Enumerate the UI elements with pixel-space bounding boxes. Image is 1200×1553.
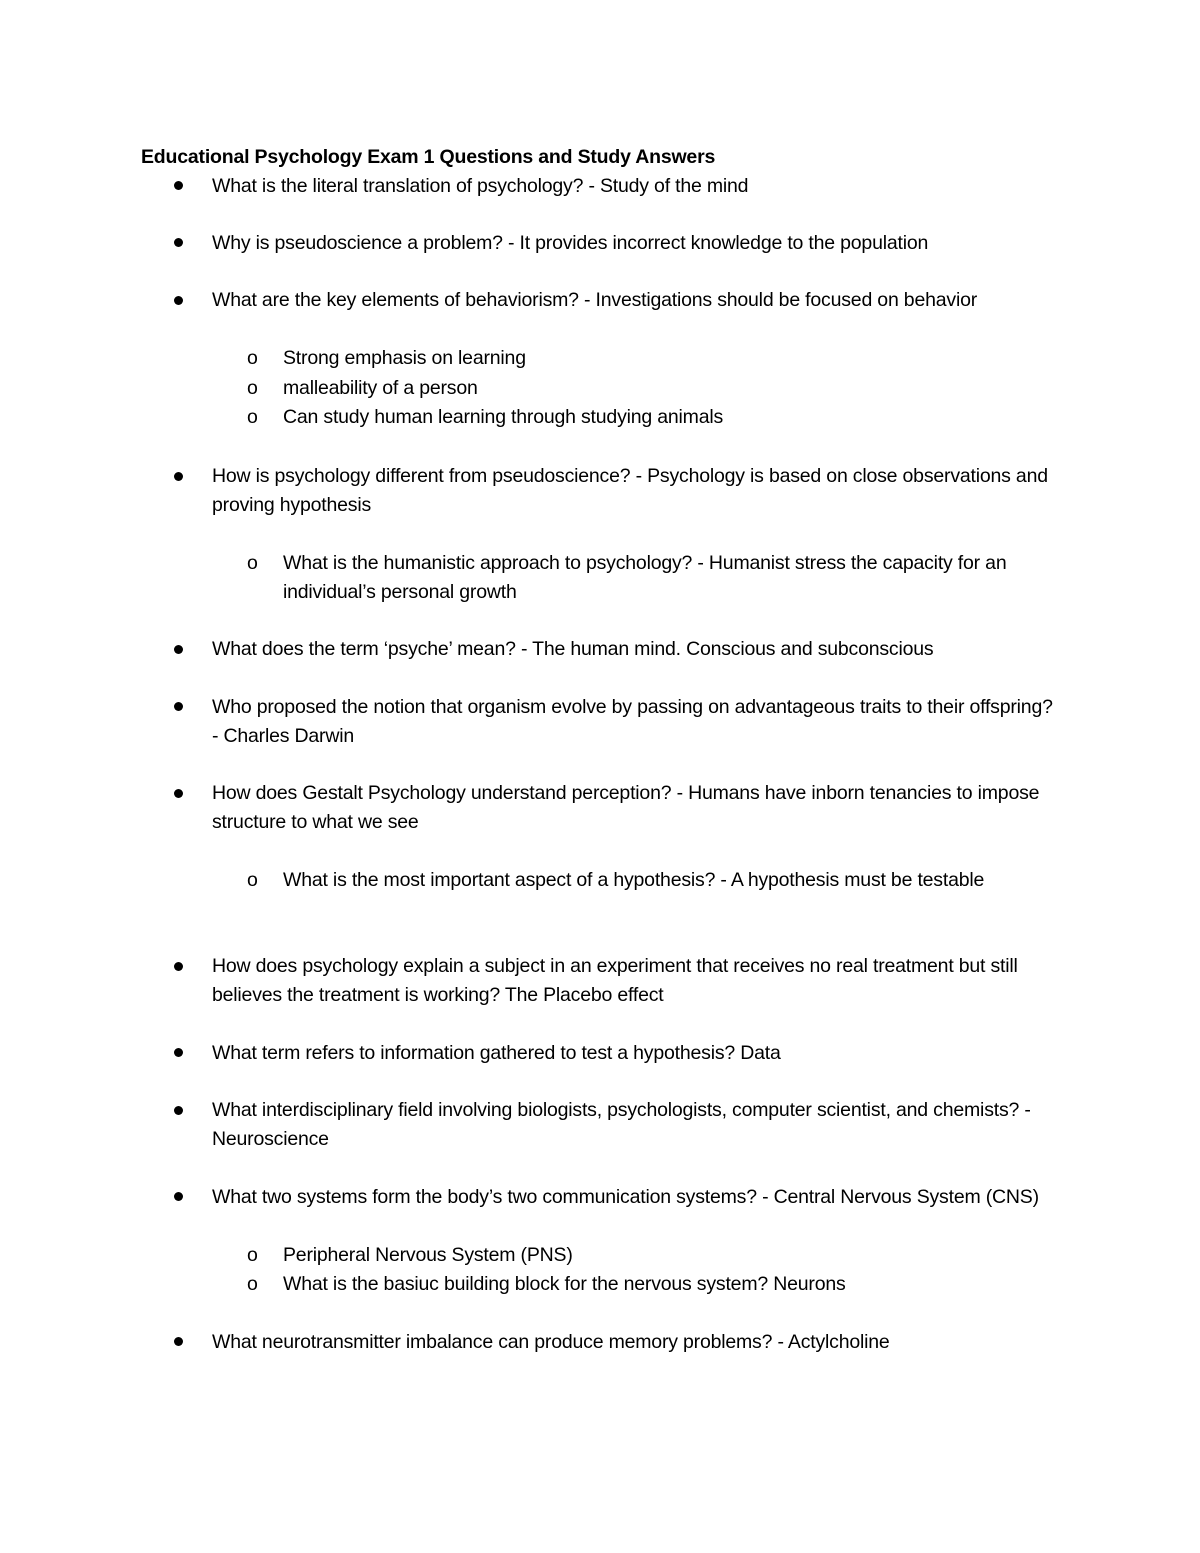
sub-list-item: What is the most important aspect of a hypothesis? - A hypothesis must be testable: [283, 869, 985, 891]
bullet-icon: [174, 962, 183, 971]
list-item: How does psychology explain a subject in an experiment that receives no real treatment but still believes the treatment is working? The Placebo effect: [212, 955, 1018, 1006]
bullet-icon: [174, 472, 183, 481]
bullet-icon: [174, 702, 183, 711]
bullet-icon: [174, 296, 183, 305]
list-item: What is the literal translation of psychology? - Study of the mind: [212, 175, 749, 197]
sub-bullet-icon: o: [247, 377, 258, 399]
sub-bullet-icon: o: [247, 552, 258, 574]
list-item: What interdisciplinary field involving biologists, psychologists, computer scientist, and chemists? - Neuroscience: [212, 1099, 1031, 1150]
bullet-icon: [174, 645, 183, 654]
sub-list-item: What is the humanistic approach to psychology? - Humanist stress the capacity for an individual’s personal growth: [283, 552, 1007, 603]
bullet-icon: [174, 1048, 183, 1057]
sub-list-item: Peripheral Nervous System (PNS): [283, 1244, 573, 1266]
sub-bullet-icon: o: [247, 347, 258, 369]
bullet-icon: [174, 1337, 183, 1346]
document-title: Educational Psychology Exam 1 Questions and Study Answers: [141, 146, 716, 168]
list-item: What term refers to information gathered to test a hypothesis? Data: [212, 1042, 781, 1064]
list-item: What are the key elements of behaviorism? - Investigations should be focused on behavior: [212, 289, 978, 311]
sub-list-item: malleability of a person: [283, 377, 478, 399]
bullet-icon: [174, 238, 183, 247]
bullet-icon: [174, 789, 183, 798]
list-item: Who proposed the notion that organism evolve by passing on advantageous traits to their offspring? - Charles Darwin: [212, 696, 1053, 747]
sub-list-item: Strong emphasis on learning: [283, 347, 526, 369]
sub-bullet-icon: o: [247, 406, 258, 428]
sub-list-item: What is the basiuc building block for the nervous system? Neurons: [283, 1273, 846, 1295]
bullet-icon: [174, 1192, 183, 1201]
sub-bullet-icon: o: [247, 869, 258, 891]
sub-bullet-icon: o: [247, 1273, 258, 1295]
bullet-icon: [174, 181, 183, 190]
sub-bullet-icon: o: [247, 1244, 258, 1266]
list-item: How is psychology different from pseudoscience? - Psychology is based on close observations and proving hypothesis: [212, 465, 1048, 516]
list-item: Why is pseudoscience a problem? - It provides incorrect knowledge to the population: [212, 232, 929, 254]
list-item: What does the term ‘psyche’ mean? - The human mind. Conscious and subconscious: [212, 638, 934, 660]
bullet-icon: [174, 1106, 183, 1115]
list-item: How does Gestalt Psychology understand perception? - Humans have inborn tenancies to impose structure to what we see: [212, 782, 1040, 833]
list-item: What neurotransmitter imbalance can produce memory problems? - Actylcholine: [212, 1331, 890, 1353]
list-item: What two systems form the body’s two communication systems? - Central Nervous System (CNS): [212, 1186, 1039, 1208]
sub-list-item: Can study human learning through studying animals: [283, 406, 724, 428]
